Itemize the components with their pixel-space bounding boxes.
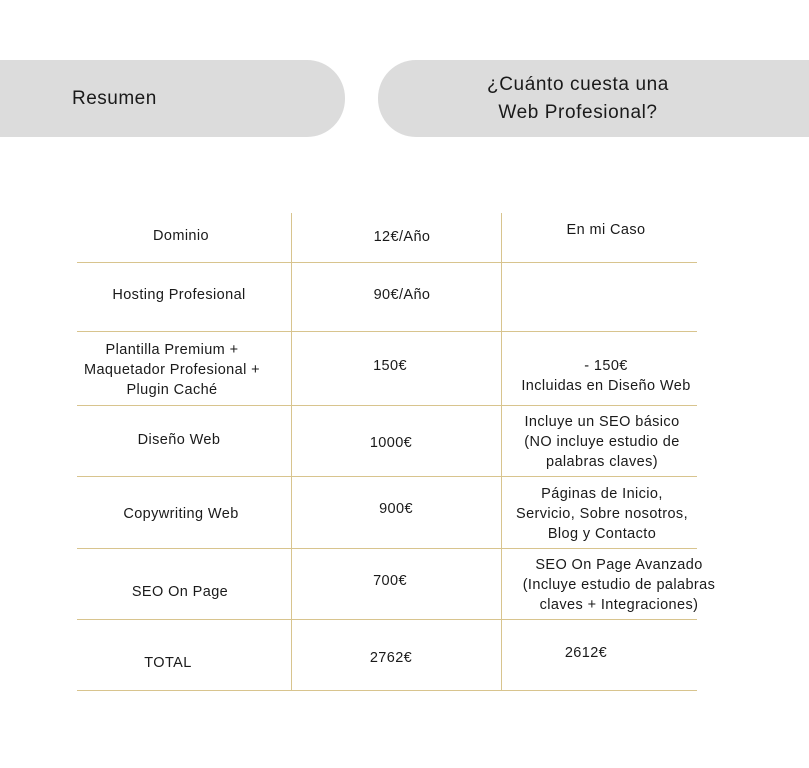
price-cell: 90€/Año [373,287,431,303]
cost-table [77,213,716,691]
my-case-cell: SEO On Page Avanzado (Incluye estudio de palabras claves + Integraciones) [522,557,716,613]
concept-cell: Copywriting Web [123,506,239,522]
my-case-cell: - 150€ Incluidas en Diseño Web [521,358,691,394]
concept-cell: Plantilla Premium + Maquetador Profesional + Plugin Caché [83,342,261,398]
summary-label: Resumen [72,87,157,109]
my-case-cell: En mi Caso [566,222,646,238]
my-case-cell: Páginas de Inicio, Servicio, Sobre nosotros, Blog y Contacto [516,486,688,542]
row-divider [77,619,697,620]
total-my-case-cell: 2612€ [564,645,608,661]
total-label-cell: TOTAL [144,655,192,671]
row-divider [77,405,697,406]
concept-cell: Hosting Profesional [112,287,246,303]
question-line-1: ¿Cuánto cuesta una [487,73,669,95]
my-case-cell: Incluye un SEO básico (NO incluye estudio de palabras claves) [524,414,680,470]
row-divider [77,476,697,477]
row-divider [77,331,697,332]
question-title [428,71,728,127]
price-cell: 12€/Año [373,229,431,245]
question-line-2: Web Profesional? [498,101,658,123]
price-cell: 900€ [379,501,413,517]
price-cell: 1000€ [369,435,413,451]
concept-cell: Dominio [153,228,209,244]
concept-cell: SEO On Page [131,584,229,600]
concept-cell: Diseño Web [137,432,221,448]
row-divider [77,548,697,549]
question-pill [378,60,809,137]
row-divider [77,690,697,691]
row-divider [77,262,697,263]
price-cell: 700€ [373,573,407,589]
price-cell: 150€ [373,358,407,374]
total-price-cell: 2762€ [369,650,413,666]
summary-pill [0,60,345,137]
